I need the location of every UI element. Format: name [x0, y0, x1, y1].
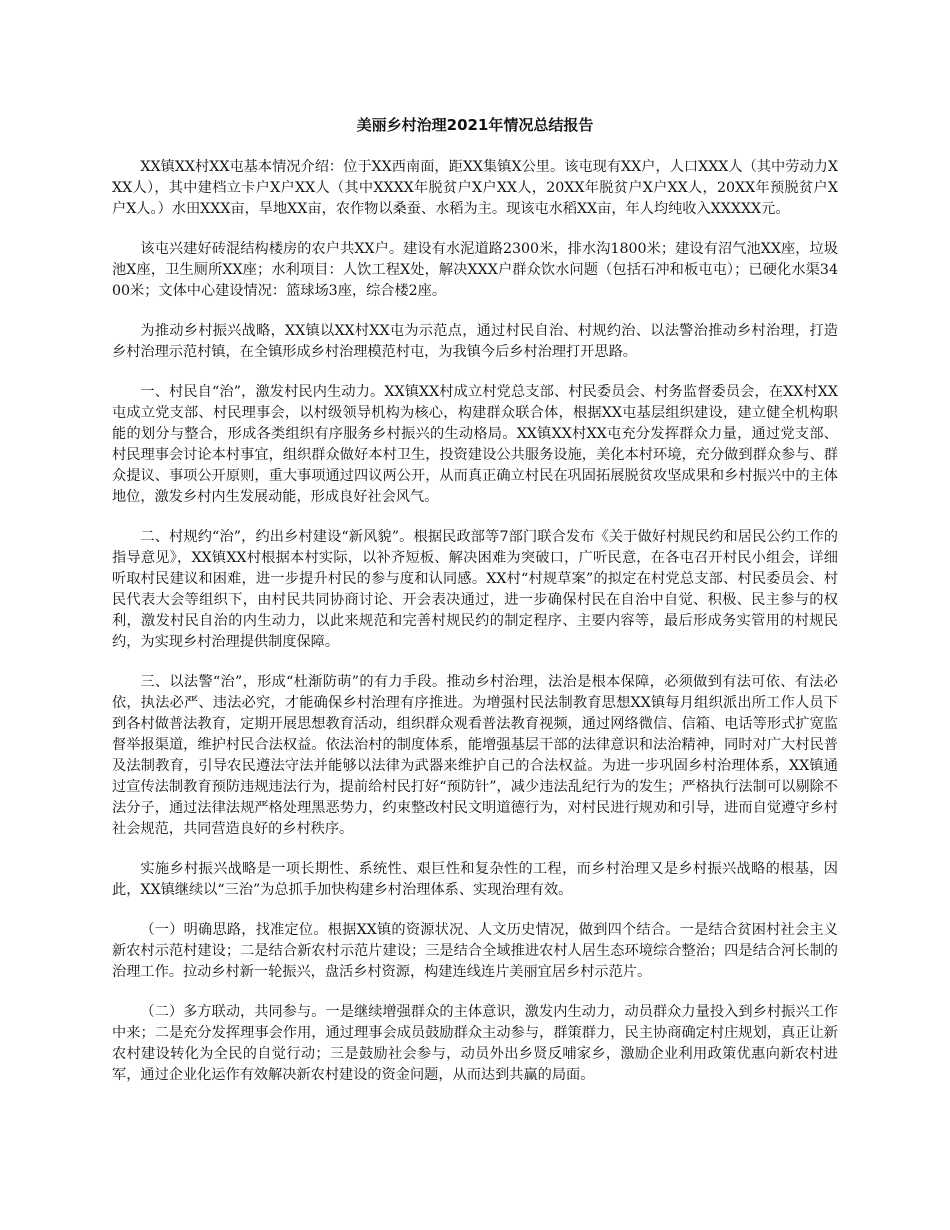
paragraph-strategy-intro: 为推动乡村振兴战略，XX镇以XX村XX屯为示范点，通过村民自治、村规约治、以法警治推动乡村治理，打造乡村治理示范村镇，在全镇形成乡村治理模范村屯，为我镇今后乡村治理打开思路。 [112, 323, 838, 360]
paragraph-villager-self-governance: 一、村民自“治”，激发村民内生动力。XX镇XX村成立村党总支部、村民委员会、村务监督委员会，在XX村XX屯成立党支部、村民理事会，以村级领导机构为核心，构建群众联合体，根据XX屯基层组织建设，建立健全机构职能的划分与整合，形成各类组织有序服务乡村振兴的生动格局。XX镇XX村XX屯充分发挥群众力量，通过党支部、村民理事会讨论本村事宜，组织群众做好本村卫生，投资建设公共服务设施，美化本村环境，充分做到群众参与、群众提议、事项公开原则，重大事项通过四议两公开，从而真正确立村民在巩固拓展脱贫攻坚成果和乡村振兴中的主体地位，激发乡村内生发展动能，形成良好社会风气。 [112, 384, 838, 505]
paragraph-infrastructure: 该屯兴建好砖混结构楼房的农户共XX户。建设有水泥道路2300米，排水沟1800米；建设有沼气池XX座，垃圾池X座，卫生厕所XX座；水利项目：人饮工程X处，解决XXX户群众饮水问题（包括石冲和板屯屯）；已硬化水渠3400米；文体中心建设情况：篮球场3座，综合楼2座。 [112, 241, 838, 299]
paragraph-strategy-summary: 实施乡村振兴战略是一项长期性、系统性、艰巨性和复杂性的工程，而乡村治理又是乡村振兴战略的根基，因此，XX镇继续以“三治”为总抓手加快构建乡村治理体系、实现治理有效。 [112, 861, 838, 898]
paragraph-basic-info: XX镇XX村XX屯基本情况介绍：位于XX西南面，距XX集镇X公里。该屯现有XX户，人口XXX人（其中劳动力XXX人），其中建档立卡户X户XX人（其中XXXX年脱贫户X户XX人，20XX年脱贫户X户XX人，20XX年预脱贫户X户X人。）水田XXX亩，旱地XX亩，农作物以桑蚕、水稻为主。现该屯水稻XX亩，年人均纯收入XXXXX元。 [112, 159, 838, 217]
paragraph-clear-direction: （一）明确思路，找准定位。根据XX镇的资源状况、人文历史情况，做到四个结合。一是结合贫困村社会主义新农村示范村建设；二是结合新农村示范片建设；三是结合全域推进农村人居生态环境综合整治；四是结合河长制的治理工作。拉动乡村新一轮振兴，盘活乡村资源，构建连线连片美丽宜居乡村示范片。 [112, 922, 838, 980]
document-title: 美丽乡村治理2021年情况总结报告 [356, 116, 594, 134]
paragraph-rule-of-law: 三、以法警“治”，形成“杜渐防萌”的有力手段。推动乡村治理，法治是根本保障，必须做到有法可依、有法必依，执法必严、违法必究，才能确保乡村治理有序推进。为增强村民法制教育思想XX镇每月组织派出所工作人员下到各村做普法教育，定期开展思想教育活动，组织群众观看普法教育视频，通过网络微信、信箱、电话等形式扩宽监督举报渠道，维护村民合法权益。依法治村的制度体系，能增强基层干部的法律意识和法治精神，同时对广大村民普及法制教育，引导农民遵法守法并能够以法律为武器来维护自己的合法权益。为进一步巩固乡村治理体系，XX镇通过宣传法制教育预防违规违法行为，提前给村民打好“预防针”，减少违法乱纪行为的发生；严格执行法制可以剔除不法分子，通过法律法规严格处理黑恶势力，约束整改村民文明道德行为，对村民进行规劝和引导，进而自觉遵守乡村社会规范，共同营造良好的乡村秩序。 [112, 674, 838, 837]
paragraph-multi-party: （二）多方联动，共同参与。一是继续增强群众的主体意识，激发内生动力，动员群众力量投入到乡村振兴工作中来；二是充分发挥理事会作用，通过理事会成员鼓励群众主动参与，群策群力，民主协商确定村庄规划，真正让新农村建设转化为全民的自觉行动；三是鼓励社会参与，动员外出乡贤反哺家乡，激励企业利用政策优惠向新农村进军，通过企业化运作有效解决新农村建设的资金问题，从而达到共赢的局面。 [112, 1004, 838, 1083]
paragraph-village-rules: 二、村规约“治”，约出乡村建设“新风貌”。根据民政部等7部门联合发布《关于做好村规民约和居民公约工作的指导意见》，XX镇XX村根据本村实际，以补齐短板、解决困难为突破口，广听民意，在各屯召开村民小组会，详细听取村民建议和困难，进一步提升村民的参与度和认同感。XX村“村规草案”的拟定在村党总支部、村民委员会、村民代表大会等组织下，由村民共同协商讨论、开会表决通过，进一步确保村民在自治中自觉、积极、民主参与的权利，激发村民自治的内生动力，以此来规范和完善村规民约的制定程序、主要内容等，最后形成务实管用的村规民约，为实现乡村治理提供制度保障。 [112, 529, 838, 650]
